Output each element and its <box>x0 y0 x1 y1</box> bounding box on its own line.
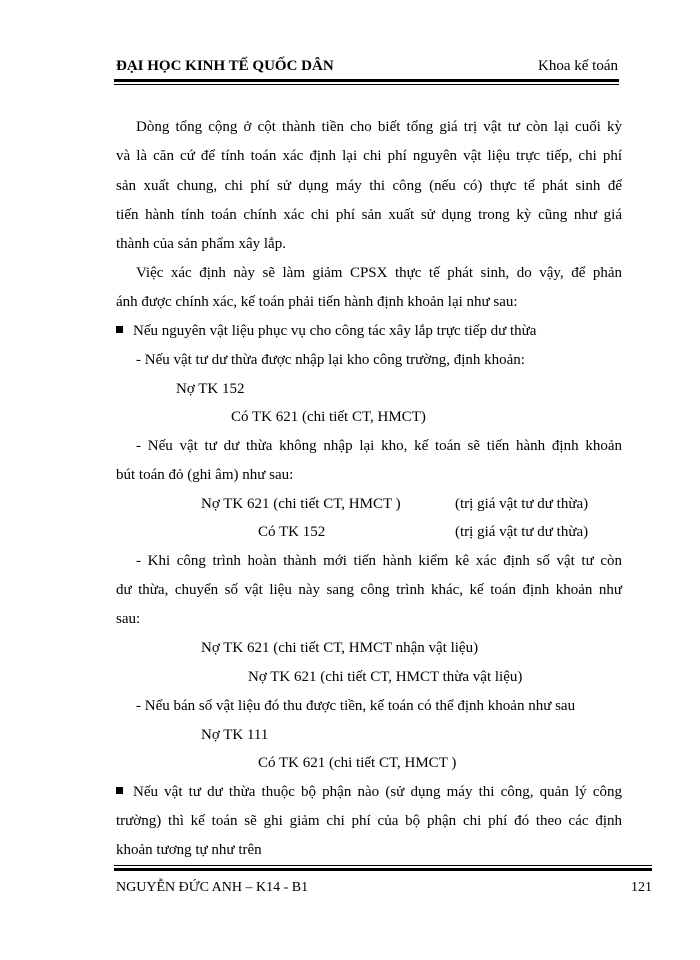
paragraph-line: tiến hành tính toán chính xác chi phí sản xuất sử dụng trong kỳ cũng như giá <box>116 207 622 223</box>
footer-author: NGUYỄN ĐỨC ANH – K14 - B1 <box>116 880 309 895</box>
bullet-square-icon <box>116 787 123 794</box>
header-department: Khoa kế toán <box>538 58 618 74</box>
paragraph-line: Việc xác định này sẽ làm giảm CPSX thực tế phát sinh, do vậy, để phản <box>136 265 622 281</box>
footer-rule <box>114 868 652 871</box>
header-rule <box>114 79 619 82</box>
page-number: 121 <box>631 880 652 895</box>
paragraph-line: trường) thì kế toán sẽ ghi giảm chi phí của bộ phận chi phí đó theo các định <box>116 813 622 829</box>
paragraph-line: - Nếu vật tư dư thừa không nhập lại kho, kế toán sẽ tiến hành định khoản <box>136 438 622 454</box>
journal-entry-note: (trị giá vật tư dư thừa) <box>455 496 589 512</box>
header-rule-thin <box>114 84 619 85</box>
bullet-text: Nếu nguyên vật liệu phục vụ cho công tác xây lắp trực tiếp dư thừa <box>133 323 537 339</box>
bullet-square-icon <box>116 326 123 333</box>
journal-entry-debit: Nợ TK 111 <box>201 727 269 743</box>
paragraph-line: và là căn cứ để tính toán xác định lại chi phí nguyên vật liệu trực tiếp, chi phí <box>116 148 622 164</box>
paragraph-line: bút toán đỏ (ghi âm) như sau: <box>116 467 294 483</box>
paragraph-line: ánh được chính xác, kế toán phải tiến hành định khoản lại như sau: <box>116 294 518 310</box>
paragraph-line: sản xuất chung, chi phí sử dụng máy thi công (nếu có) thực tế phát sinh để <box>116 178 622 194</box>
paragraph-line: thành của sản phẩm xây lắp. <box>116 236 286 252</box>
paragraph-line: khoản tương tự như trên <box>116 842 262 858</box>
header-university: ĐẠI HỌC KINH TẾ QUỐC DÂN <box>116 58 334 74</box>
journal-entry-credit: Có TK 621 (chi tiết CT, HMCT) <box>231 409 426 425</box>
paragraph-line: - Nếu bán số vật liệu đó thu được tiền, kế toán có thể định khoản như sau <box>136 698 576 714</box>
paragraph-line: dư thừa, chuyển số vật liệu này sang công trình khác, kế toán định khoản như <box>116 582 622 598</box>
footer-rule-thin <box>114 865 652 866</box>
bullet-item <box>116 322 536 340</box>
paragraph-line: - Nếu vật tư dư thừa được nhập lại kho công trường, định khoản: <box>136 352 525 368</box>
journal-entry-debit: Nợ TK 621 (chi tiết CT, HMCT ) <box>201 496 401 512</box>
paragraph-line: Dòng tổng cộng ở cột thành tiền cho biết tổng giá trị vật tư còn lại cuối kỳ <box>136 119 622 135</box>
bullet-text: Nếu vật tư dư thừa thuộc bộ phận nào (sử dụng máy thi công, quản lý công <box>133 784 622 800</box>
paragraph-line: - Khi công trình hoàn thành mới tiến hành kiểm kê xác định số vật tư còn <box>136 553 622 569</box>
journal-entry-credit: Có TK 621 (chi tiết CT, HMCT ) <box>258 755 457 771</box>
journal-entry-debit: Nợ TK 621 (chi tiết CT, HMCT thừa vật liệu) <box>248 669 523 685</box>
journal-entry-debit: Nợ TK 621 (chi tiết CT, HMCT nhận vật liệu) <box>201 640 479 656</box>
journal-entry-debit: Nợ TK 152 <box>176 381 245 397</box>
bullet-item <box>116 783 622 801</box>
journal-entry-credit: Có TK 152 <box>258 524 326 540</box>
journal-entry-note: (trị giá vật tư dư thừa) <box>455 524 589 540</box>
paragraph-line: sau: <box>116 611 141 627</box>
